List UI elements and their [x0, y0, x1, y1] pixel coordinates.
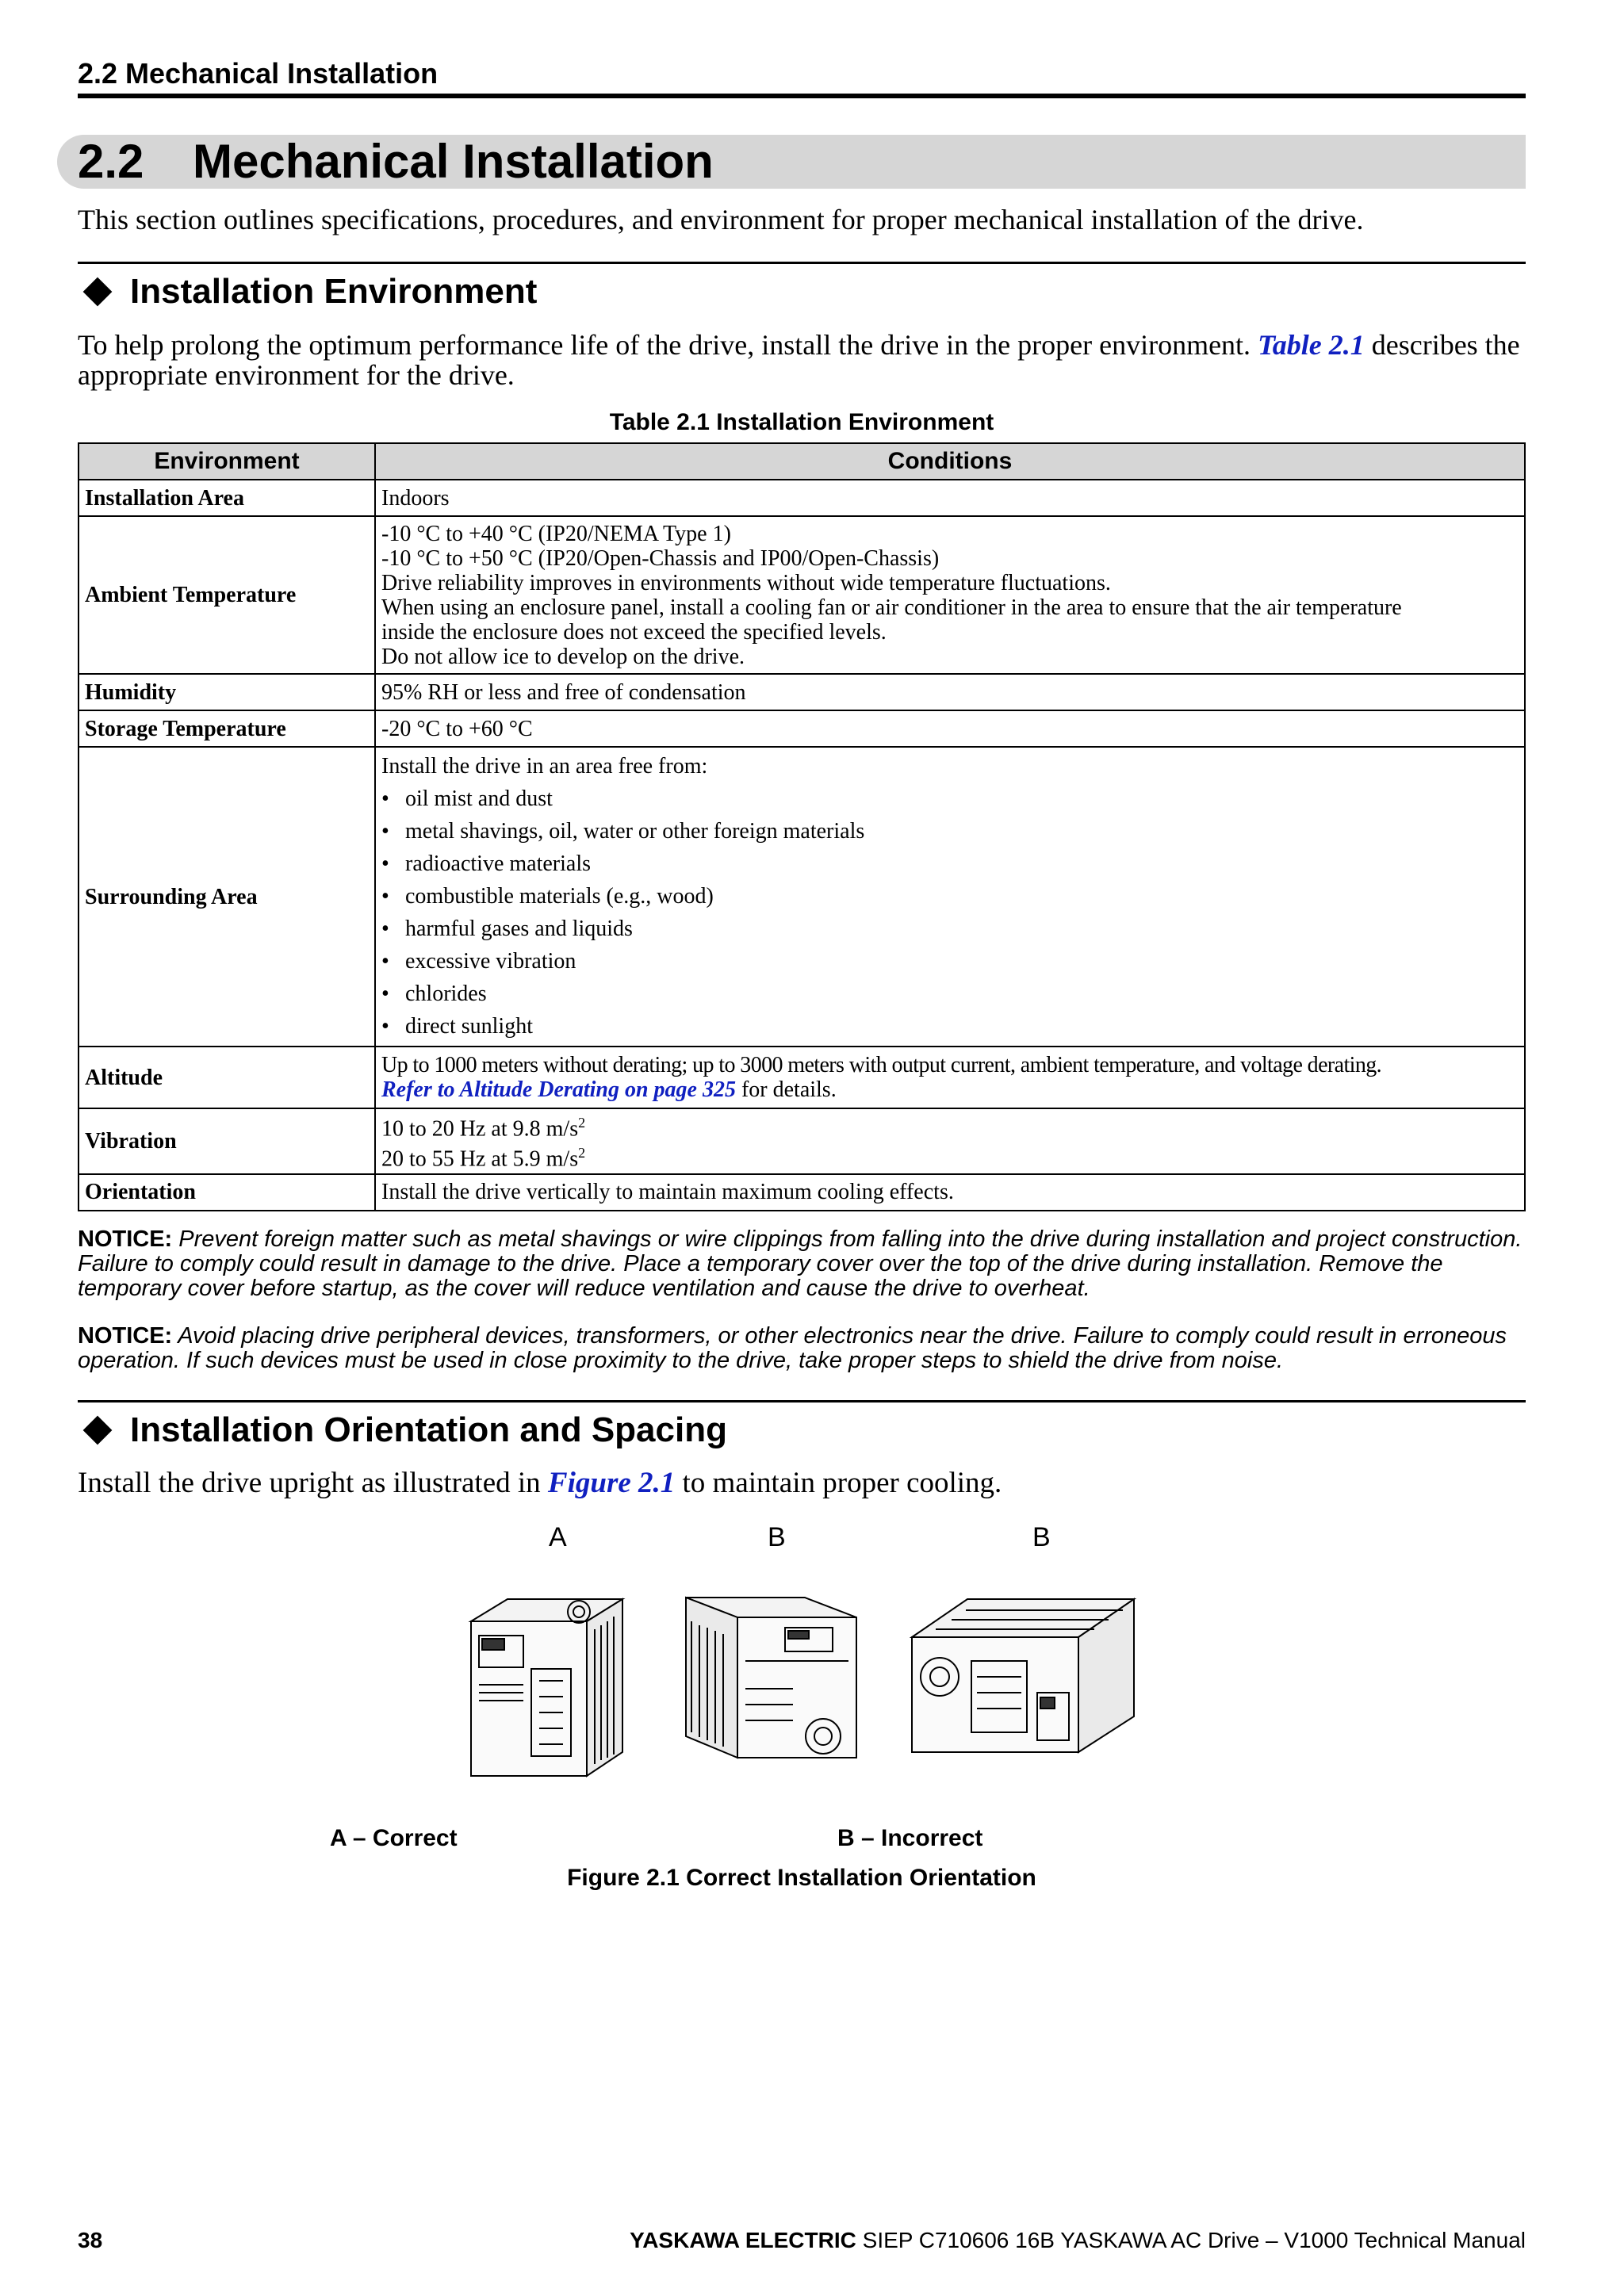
paragraph-text: describes the appropriate environment for the drive. [78, 329, 1520, 391]
notice-text: Prevent foreign matter such as metal shavings or wire clippings from falling into the drive during installation and project construction. Failure to comply could result in damage to the drive. Place a temporary cover over the top of the drive during installation. Remove the temporary cover before startup, as the cover will reduce ventilation and cause the drive to overheat. [78, 1226, 1522, 1301]
altitude-derating-link[interactable]: Refer to Altitude Derating on page 325 [381, 1077, 736, 1102]
condition-line [381, 1111, 1519, 1141]
environment-paragraph [78, 330, 1526, 390]
list-item: • oil mist and dust [381, 783, 1519, 815]
condition-line: -10 °C to +50 °C (IP20/Open-Chassis and IP00/Open-Chassis) [381, 545, 940, 571]
intro-paragraph: This section outlines specifications, procedures, and environment for proper mechanical installation of the drive. [78, 204, 1364, 235]
table-2-1-link[interactable]: Table 2.1 [1258, 329, 1365, 361]
condition-line: Install the drive in an area free from: [381, 754, 708, 779]
table-row [79, 480, 1525, 516]
section-number: 2.2 [78, 135, 144, 188]
condition-line: -10 °C to +40 °C (IP20/NEMA Type 1) [381, 521, 731, 546]
table-header-row [79, 443, 1525, 480]
condition-text: 20 to 55 Hz at 5.9 m/s [381, 1146, 579, 1172]
subsection-heading-environment [78, 271, 537, 312]
paragraph-text: to maintain proper cooling. [675, 1467, 1002, 1499]
table-row [79, 1174, 1525, 1211]
condition-text: for details. [735, 1077, 837, 1102]
diamond-bullet-icon [83, 277, 113, 306]
env-cell: Orientation [79, 1174, 375, 1211]
section-title-text: Mechanical Installation [193, 135, 714, 188]
paragraph-text: To help prolong the optimum performance life of the drive, install the drive in the proper environment. [78, 329, 1258, 361]
running-head: 2.2 Mechanical Installation [78, 57, 439, 90]
condition-line: When using an enclosure panel, install a cooling fan or air conditioner in the area to ensure that the air temperature [381, 595, 1402, 620]
env-cell: Vibration [79, 1108, 375, 1174]
notice-foreign-matter [78, 1227, 1526, 1301]
drive-orientation-illustration [444, 1550, 1158, 1788]
conditions-cell [375, 516, 1525, 674]
condition-text: 10 to 20 Hz at 9.8 m/s [381, 1116, 579, 1142]
env-cell: Storage Temperature [79, 710, 375, 747]
condition-line [381, 1141, 1519, 1171]
figure-label-b2: B [1032, 1522, 1051, 1552]
condition-line: Do not allow ice to develop on the drive. [381, 644, 745, 669]
conditions-cell [375, 747, 1525, 1047]
table-row [79, 1047, 1525, 1108]
notice-peripheral-devices [78, 1324, 1526, 1373]
hazard-list [381, 783, 1519, 1043]
superscript: 2 [578, 1115, 586, 1131]
footer-brand: YASKAWA ELECTRIC [630, 2228, 856, 2252]
condition-line [381, 1077, 1519, 1102]
subsection-rule [78, 1400, 1526, 1402]
condition-line: inside the enclosure does not exceed the specified levels. [381, 619, 887, 645]
conditions-cell [375, 1108, 1525, 1174]
figure-label-b1: B [768, 1522, 786, 1552]
paragraph-text: Install the drive upright as illustrated in [78, 1467, 548, 1499]
list-item: • chlorides [381, 978, 1519, 1010]
installation-environment-table [78, 442, 1526, 1211]
notice-label: NOTICE: [78, 1226, 173, 1252]
list-item: • metal shavings, oil, water or other foreign materials [381, 815, 1519, 848]
list-item: • radioactive materials [381, 848, 1519, 880]
subsection-heading-orientation [78, 1410, 727, 1451]
list-item: • direct sunlight [381, 1010, 1519, 1043]
list-item: • harmful gases and liquids [381, 913, 1519, 945]
notice-text: Avoid placing drive peripheral devices, transformers, or other electronics near the drive. Failure to comply could result in erroneous operation. If such devices must be used in close proximity to the drive, take proper steps to shield the drive from noise. [78, 1323, 1507, 1373]
condition-line: Up to 1000 meters without derating; up to 3000 meters with output current, ambient temperature, and voltage derating. [381, 1053, 1382, 1077]
table-row [79, 710, 1525, 747]
subsection-rule [78, 262, 1526, 264]
conditions-cell: 95% RH or less and free of condensation [375, 674, 1525, 710]
drive-upright-correct [471, 1599, 622, 1776]
figure-legend-incorrect: B – Incorrect [837, 1825, 983, 1851]
env-cell: Altitude [79, 1047, 375, 1108]
conditions-cell [375, 1047, 1525, 1108]
conditions-cell: Install the drive vertically to maintain maximum cooling effects. [375, 1174, 1525, 1211]
superscript: 2 [578, 1145, 586, 1161]
condition-line: Drive reliability improves in environments without wide temperature fluctuations. [381, 570, 1111, 595]
figure-legend-correct: A – Correct [330, 1825, 458, 1851]
figure-caption: Figure 2.1 Correct Installation Orientation [567, 1865, 1036, 1891]
table-row [79, 516, 1525, 674]
subsection-heading-text: Installation Environment [130, 272, 538, 311]
list-item: • excessive vibration [381, 945, 1519, 978]
header-rule [78, 94, 1526, 98]
conditions-cell: Indoors [375, 480, 1525, 516]
footer-text [630, 2228, 1526, 2253]
table-row [79, 1108, 1525, 1174]
orientation-paragraph [78, 1468, 1526, 1498]
figure-2-1-link[interactable]: Figure 2.1 [547, 1467, 676, 1499]
env-cell: Ambient Temperature [79, 516, 375, 674]
env-cell: Surrounding Area [79, 747, 375, 1047]
subsection-heading-text: Installation Orientation and Spacing [130, 1410, 727, 1449]
drive-upside-down-incorrect [686, 1598, 856, 1758]
table-row [79, 674, 1525, 710]
footer-document: SIEP C710606 16B YASKAWA AC Drive – V1000 Technical Manual [856, 2228, 1526, 2252]
env-cell: Installation Area [79, 480, 375, 516]
section-title [78, 135, 714, 189]
notice-label: NOTICE: [78, 1323, 173, 1349]
figure-label-a: A [549, 1522, 567, 1552]
env-cell: Humidity [79, 674, 375, 710]
drive-sideways-incorrect [912, 1599, 1134, 1752]
column-header-conditions: Conditions [375, 443, 1525, 480]
table-row [79, 747, 1525, 1047]
conditions-cell: -20 °C to +60 °C [375, 710, 1525, 747]
column-header-environment: Environment [79, 443, 375, 480]
page-number: 38 [78, 2228, 103, 2252]
diamond-bullet-icon [83, 1415, 113, 1445]
table-caption: Table 2.1 Installation Environment [609, 409, 994, 435]
list-item: • combustible materials (e.g., wood) [381, 880, 1519, 913]
